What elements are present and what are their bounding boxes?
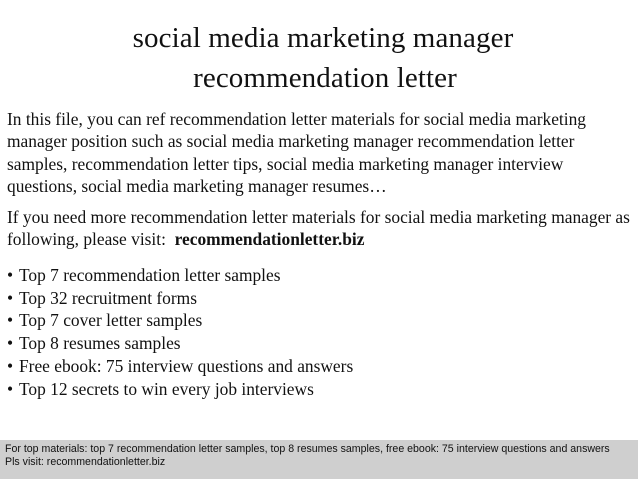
bullet-icon: • (7, 355, 14, 376)
visit-paragraph (7, 206, 632, 251)
list-item-label: Top 8 resumes samples (19, 333, 181, 354)
footer-bar (0, 440, 638, 479)
intro-paragraph: In this file, you can ref recommendation letter materials for social media marketing manager position such as social media marketing manager recommendation letter samples, recommendation letter tips, social media marketing manager interview questions, social media marketing manager resumes… (7, 109, 586, 197)
bullet-icon: • (7, 333, 14, 354)
footer-line-2[interactable]: Pls visit: recommendationletter.biz (5, 456, 166, 468)
page-title-line-2: recommendation letter (193, 62, 457, 94)
list-item (7, 355, 353, 378)
bullet-icon: • (7, 287, 14, 308)
page-title-line-1: social media marketing manager (132, 22, 514, 54)
list-item (7, 332, 353, 355)
list-item-label: Free ebook: 75 interview questions and answers (19, 355, 354, 376)
list-item (7, 378, 353, 401)
list-item-label: Top 12 secrets to win every job interviews (19, 378, 314, 399)
bullet-icon: • (7, 265, 14, 285)
footer-line-1: For top materials: top 7 recommendation letter samples, top 8 resumes samples, free ebook: 75 interview questions and answers (5, 443, 610, 455)
list-item-label: Top 7 cover letter samples (19, 310, 203, 331)
list-item (7, 287, 353, 310)
list-item (7, 309, 353, 332)
visit-text: If you need more recommendation letter materials for social media marketing manager as following, please visit: (7, 207, 630, 250)
visit-link[interactable]: recommendationletter.biz (174, 229, 365, 250)
bullet-icon: • (7, 378, 14, 399)
list-item (7, 264, 353, 287)
list-item-label: Top 7 recommendation letter samples (19, 265, 281, 285)
list-item-label: Top 32 recruitment forms (19, 287, 197, 308)
bullet-icon: • (7, 310, 14, 331)
materials-list (7, 264, 353, 400)
